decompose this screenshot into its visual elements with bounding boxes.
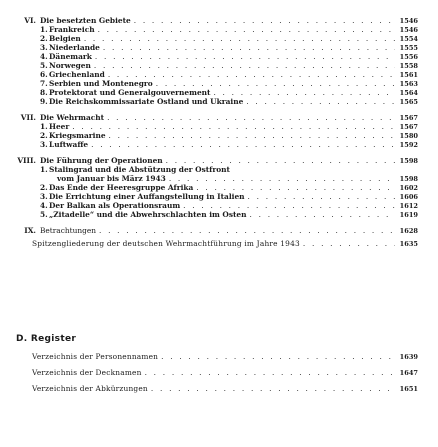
toc-entry-vi-7 [40, 79, 418, 88]
entry-number: 2. [40, 34, 48, 43]
toc-entry-viii [14, 156, 418, 165]
entry-page: 1546 [399, 26, 418, 34]
toc-entry-vi-2 [40, 34, 418, 43]
entry-page: 1592 [399, 141, 418, 149]
toc-entry-viii-2 [40, 183, 418, 192]
entry-page: 1556 [399, 53, 418, 61]
dot-leader [103, 43, 395, 52]
toc-entry-vii-2 [40, 131, 418, 140]
entry-page: 1651 [399, 385, 418, 393]
entry-title: Heer [49, 122, 70, 131]
toc-entry-vi [14, 16, 418, 25]
entry-title: Die Führung der Operationen [40, 156, 163, 165]
entry-title: Verzeichnis der Decknamen [32, 368, 142, 377]
toc-entry-spitzengliederung [32, 239, 418, 248]
dot-leader [196, 183, 395, 192]
entry-page: 1563 [399, 80, 418, 88]
entry-title: Serbien und Montenegro [49, 79, 153, 88]
toc-entry-vii-3 [40, 140, 418, 149]
entry-page: 1602 [399, 184, 418, 192]
entry-title: Luftwaffe [49, 140, 89, 149]
entry-title: Frankreich [49, 25, 95, 34]
entry-number: 5. [40, 61, 48, 70]
dot-leader [95, 52, 395, 61]
entry-title-continuation: vom Januar bis März 1943 [57, 174, 166, 183]
entry-number: 3. [40, 140, 48, 149]
dot-leader [250, 210, 396, 219]
entry-number: 9. [40, 97, 48, 106]
entry-number: 4. [40, 52, 48, 61]
entry-title: Die Errichtung einer Auffangstellung in Italien [49, 192, 245, 201]
toc-entry-viii-3 [40, 192, 418, 201]
entry-title: Dänemark [49, 52, 92, 61]
entry-page: 1628 [399, 227, 418, 235]
entry-number: 4. [40, 201, 48, 210]
entry-page: 1598 [399, 175, 418, 183]
register-entry-3 [32, 384, 418, 393]
toc-entry-viii-1-cont [57, 174, 418, 183]
entry-page: 1565 [399, 98, 418, 106]
entry-title: Spitzengliederung der deutschen Wehrmachtführung im Jahre 1943 [32, 239, 300, 248]
entry-title: Verzeichnis der Personennamen [32, 352, 159, 361]
dot-leader [213, 88, 395, 97]
toc-entry-vi-1 [40, 25, 418, 34]
toc-entry-vi-8 [40, 88, 418, 97]
entry-page: 1635 [399, 240, 418, 248]
dot-leader [108, 70, 395, 79]
entry-number: 7. [40, 79, 48, 88]
dot-leader [72, 122, 395, 131]
entry-title: Die besetzten Gebiete [40, 16, 131, 25]
entry-page: 1546 [399, 17, 418, 25]
entry-title: Griechenland [49, 70, 105, 79]
entry-number: 3. [40, 192, 48, 201]
toc-entry-viii-4 [40, 201, 418, 210]
entry-page: 1564 [399, 89, 418, 97]
dot-leader [109, 131, 395, 140]
entry-title: Der Balkan als Operationsraum [49, 201, 181, 210]
entry-title: Die Wehrmacht [40, 113, 105, 122]
entry-number: 3. [40, 43, 48, 52]
entry-title: Belgien [49, 34, 81, 43]
entry-number: VIII. [17, 156, 36, 165]
toc-entry-ix [14, 226, 418, 235]
entry-number: VI. [24, 16, 36, 25]
toc-entry-viii-1 [40, 165, 300, 174]
entry-title: Die Reichskommissariate Ostland und Ukraine [49, 97, 244, 106]
dot-leader [303, 239, 395, 248]
dot-leader [151, 384, 395, 393]
dot-leader [183, 201, 395, 210]
entry-title: Niederlande [49, 43, 100, 52]
toc-entry-vi-4 [40, 52, 418, 61]
entry-number: 2. [40, 131, 48, 140]
toc-entry-vi-6 [40, 70, 418, 79]
entry-page: 1567 [399, 123, 418, 131]
entry-title: Kriegsmarine [49, 131, 106, 140]
entry-page: 1555 [399, 44, 418, 52]
entry-number: 1. [40, 122, 48, 131]
dot-leader [246, 97, 395, 106]
toc-entry-vii-1 [40, 122, 418, 131]
dot-leader [145, 368, 395, 377]
dot-leader [99, 226, 395, 235]
dot-leader [84, 34, 395, 43]
entry-number: 5. [40, 210, 48, 219]
entry-number: 1. [40, 165, 48, 174]
entry-number: IX. [24, 226, 36, 235]
entry-page: 1554 [399, 35, 418, 43]
toc-entry-vi-5 [40, 61, 418, 70]
entry-page: 1561 [399, 71, 418, 79]
dot-leader [161, 352, 395, 361]
entry-number: 6. [40, 70, 48, 79]
dot-leader [107, 113, 395, 122]
dot-leader [91, 140, 395, 149]
entry-number: 2. [40, 183, 48, 192]
dot-leader [169, 174, 395, 183]
entry-number: 8. [40, 88, 48, 97]
entry-title: Verzeichnis der Abkürzungen [32, 384, 148, 393]
toc-entry-viii-5 [40, 210, 418, 219]
register-heading: D. Register [16, 334, 77, 344]
toc-entry-vii [14, 113, 418, 122]
entry-page: 1606 [399, 193, 418, 201]
entry-page: 1580 [399, 132, 418, 140]
dot-leader [134, 16, 395, 25]
entry-page: 1647 [399, 369, 418, 377]
entry-number: VII. [20, 113, 36, 122]
toc-entry-vi-9 [40, 97, 418, 106]
entry-page: 1612 [399, 202, 418, 210]
entry-title: „Zitadelle“ und die Abwehrschlachten im Osten [49, 210, 247, 219]
entry-page: 1598 [399, 157, 418, 165]
dot-leader [94, 61, 395, 70]
entry-title: Protektorat und Generalgouvernement [49, 88, 211, 97]
entry-title: Stalingrad und die Abstützung der Ostfront [49, 165, 230, 174]
entry-page: 1558 [399, 62, 418, 70]
dot-leader [166, 156, 395, 165]
dot-leader [248, 192, 395, 201]
entry-page: 1619 [399, 211, 418, 219]
entry-page: 1567 [399, 114, 418, 122]
dot-leader [156, 79, 395, 88]
entry-number: 1. [40, 25, 48, 34]
toc-entry-vi-3 [40, 43, 418, 52]
entry-title: Betrachtungen [40, 226, 96, 235]
entry-page: 1639 [399, 353, 418, 361]
register-entry-2 [32, 368, 418, 377]
entry-title: Norwegen [49, 61, 91, 70]
dot-leader [98, 25, 395, 34]
register-entry-1 [32, 352, 418, 361]
entry-title: Das Ende der Heeresgruppe Afrika [49, 183, 194, 192]
